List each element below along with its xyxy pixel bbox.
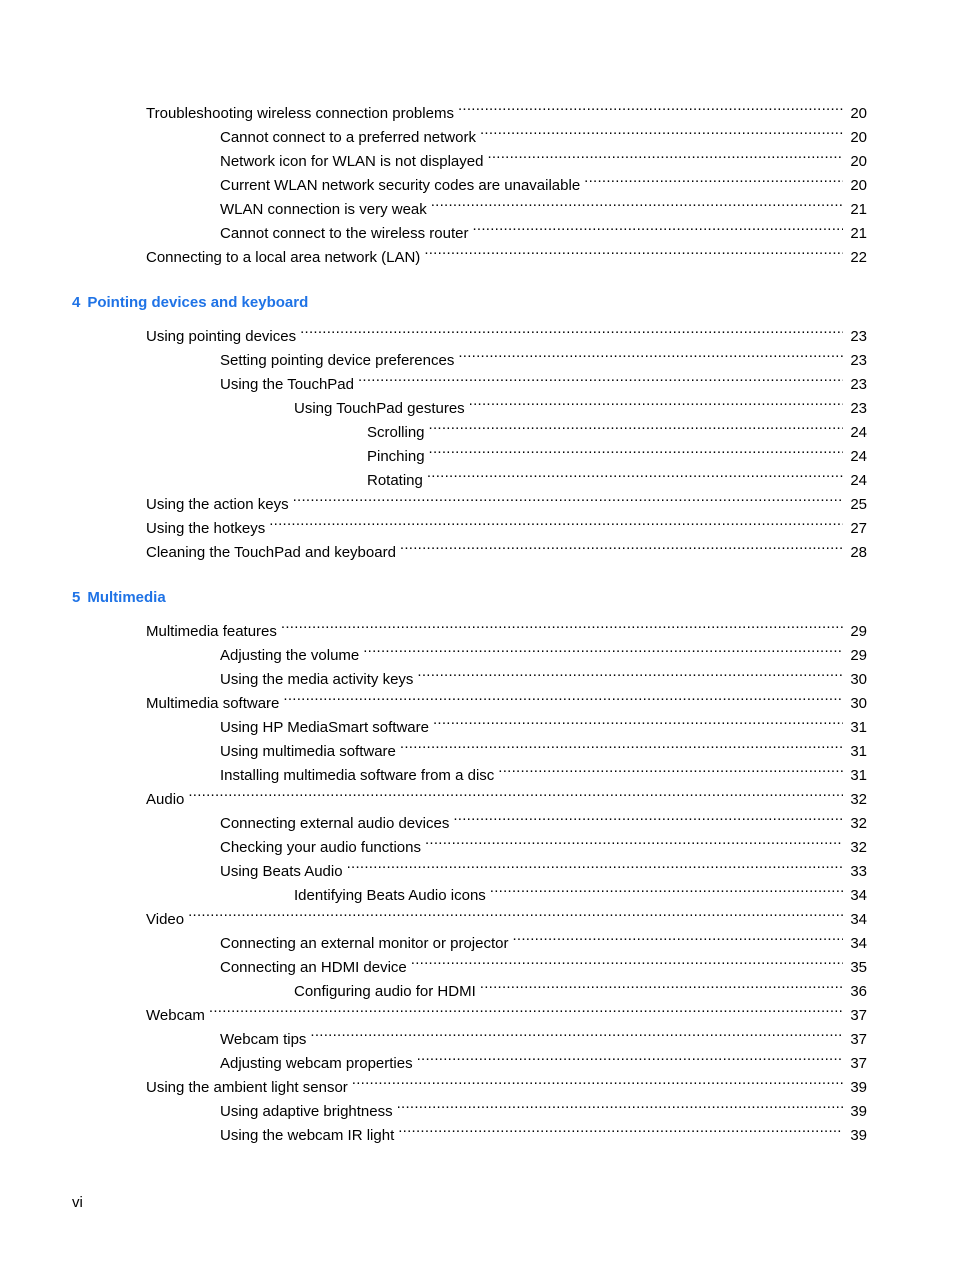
dot-leader xyxy=(283,684,843,708)
toc-entry-page-number: 25 xyxy=(843,493,867,517)
toc-entry-page-number: 32 xyxy=(843,812,867,836)
dot-leader xyxy=(397,1092,843,1116)
toc-entry[interactable] xyxy=(220,190,867,218)
toc-entry[interactable] xyxy=(220,852,867,880)
dot-leader xyxy=(209,996,843,1020)
toc-entry[interactable] xyxy=(146,780,867,808)
toc-entry-title: Checking your audio functions xyxy=(220,836,425,860)
toc-entry[interactable] xyxy=(294,876,867,904)
toc-entry-title: Configuring audio for HDMI xyxy=(294,980,480,1004)
toc-entry-page-number: 39 xyxy=(843,1100,867,1124)
toc-entry-title: Network icon for WLAN is not displayed xyxy=(220,150,487,174)
toc-entry-page-number: 31 xyxy=(843,740,867,764)
dot-leader xyxy=(188,780,843,804)
toc-entry-title: Identifying Beats Audio icons xyxy=(294,884,490,908)
toc-entry-title: Connecting external audio devices xyxy=(220,812,453,836)
toc-entry-title: Using adaptive brightness xyxy=(220,1100,397,1124)
dot-leader xyxy=(584,166,843,190)
toc-entry[interactable] xyxy=(220,365,867,393)
toc-entry[interactable] xyxy=(220,804,867,832)
dot-leader xyxy=(281,612,843,636)
dot-leader xyxy=(458,341,843,365)
toc-entry-title: Using TouchPad gestures xyxy=(294,397,469,421)
dot-leader xyxy=(417,660,843,684)
toc-entry-title: Using the ambient light sensor xyxy=(146,1076,352,1100)
toc-entry-page-number: 39 xyxy=(843,1124,867,1148)
toc-entry-title: Using the webcam IR light xyxy=(220,1124,398,1148)
toc-entry-title: Using the media activity keys xyxy=(220,668,417,692)
toc-entry[interactable] xyxy=(367,437,867,465)
dot-leader xyxy=(293,485,843,509)
toc-entry[interactable] xyxy=(220,1092,867,1120)
dot-leader xyxy=(429,413,843,437)
toc-entry-page-number: 30 xyxy=(843,692,867,716)
toc-entry-page-number: 23 xyxy=(843,349,867,373)
dot-leader xyxy=(431,190,843,214)
toc-entry[interactable] xyxy=(220,1044,867,1072)
toc-entry-page-number: 24 xyxy=(843,469,867,493)
toc-entry[interactable] xyxy=(146,1068,867,1096)
dot-leader xyxy=(269,509,843,533)
toc-entry-page-number: 20 xyxy=(843,102,867,126)
dot-leader xyxy=(424,238,843,262)
toc-entry[interactable] xyxy=(220,732,867,760)
toc-entry-title: Using the TouchPad xyxy=(220,373,358,397)
toc-entry-page-number: 31 xyxy=(843,764,867,788)
toc-entry[interactable] xyxy=(294,972,867,1000)
dot-leader xyxy=(490,876,843,900)
dot-leader xyxy=(411,948,843,972)
toc-entry[interactable] xyxy=(146,317,867,345)
toc-entry[interactable] xyxy=(146,533,867,561)
dot-leader xyxy=(358,365,843,389)
toc-entry[interactable] xyxy=(220,924,867,952)
toc-entry[interactable] xyxy=(220,118,867,146)
dot-leader xyxy=(427,461,843,485)
toc-entry-title: Using the action keys xyxy=(146,493,293,517)
toc-entry-title: Video xyxy=(146,908,188,932)
toc-entry-title: Pinching xyxy=(367,445,429,469)
toc-entry-title: Rotating xyxy=(367,469,427,493)
toc-entry-title: Using the hotkeys xyxy=(146,517,269,541)
toc-entry-title: Current WLAN network security codes are unavailable xyxy=(220,174,584,198)
dot-leader xyxy=(480,118,843,142)
toc-entry-page-number: 37 xyxy=(843,1028,867,1052)
toc-entry[interactable] xyxy=(220,1020,867,1048)
toc-entry[interactable] xyxy=(220,636,867,664)
toc-entry-title: Webcam tips xyxy=(220,1028,310,1052)
dot-leader xyxy=(453,804,843,828)
toc-entry[interactable] xyxy=(220,660,867,688)
toc-entry-page-number: 27 xyxy=(843,517,867,541)
toc-entry-page-number: 23 xyxy=(843,373,867,397)
dot-leader xyxy=(417,1044,843,1068)
toc-entry[interactable] xyxy=(220,1116,867,1144)
toc-entry-page-number: 20 xyxy=(843,174,867,198)
toc-entry-page-number: 24 xyxy=(843,421,867,445)
toc-entry[interactable] xyxy=(294,389,867,417)
toc-entry-page-number: 29 xyxy=(843,620,867,644)
dot-leader xyxy=(469,389,843,413)
chapter-4-heading[interactable] xyxy=(72,291,308,315)
chapter-5-heading[interactable] xyxy=(72,586,166,610)
toc-entry-page-number: 37 xyxy=(843,1052,867,1076)
dot-leader xyxy=(480,972,843,996)
dot-leader xyxy=(425,828,843,852)
toc-entry[interactable] xyxy=(367,413,867,441)
toc-entry-title: Multimedia software xyxy=(146,692,283,716)
toc-entry[interactable] xyxy=(220,708,867,736)
toc-entry-page-number: 23 xyxy=(843,397,867,421)
dot-leader xyxy=(363,636,843,660)
toc-entry-title: Connecting to a local area network (LAN) xyxy=(146,246,424,270)
dot-leader xyxy=(498,756,843,780)
toc-entry[interactable] xyxy=(146,509,867,537)
toc-entry-page-number: 36 xyxy=(843,980,867,1004)
toc-entry-page-number: 21 xyxy=(843,222,867,246)
toc-entry[interactable] xyxy=(146,94,867,122)
toc-continued-block xyxy=(0,94,954,266)
toc-entry[interactable] xyxy=(146,612,867,640)
toc-entry-page-number: 34 xyxy=(843,884,867,908)
chapter-number: 4 xyxy=(72,294,81,311)
dot-leader xyxy=(472,214,843,238)
toc-entry[interactable] xyxy=(220,341,867,369)
dot-leader xyxy=(400,732,843,756)
toc-entry-title: Using multimedia software xyxy=(220,740,400,764)
toc-entry-title: Multimedia features xyxy=(146,620,281,644)
toc-entry-page-number: 29 xyxy=(843,644,867,668)
dot-leader xyxy=(300,317,843,341)
dot-leader xyxy=(352,1068,843,1092)
toc-entry-title: Installing multimedia software from a disc xyxy=(220,764,498,788)
toc-entry-title: Using Beats Audio xyxy=(220,860,347,884)
dot-leader xyxy=(398,1116,843,1140)
toc-entry-page-number: 24 xyxy=(843,445,867,469)
toc-entry-title: Audio xyxy=(146,788,188,812)
toc-entry-page-number: 21 xyxy=(843,198,867,222)
toc-entry[interactable] xyxy=(146,996,867,1024)
chapter-4-entries xyxy=(0,317,954,561)
toc-entry-page-number: 39 xyxy=(843,1076,867,1100)
toc-entry[interactable] xyxy=(367,461,867,489)
toc-entry-title: Using pointing devices xyxy=(146,325,300,349)
toc-entry-title: Adjusting webcam properties xyxy=(220,1052,417,1076)
toc-entry-title: Scrolling xyxy=(367,421,429,445)
toc-entry-page-number: 37 xyxy=(843,1004,867,1028)
toc-entry[interactable] xyxy=(220,214,867,242)
toc-entry[interactable] xyxy=(146,485,867,513)
chapter-5-entries xyxy=(0,612,954,1144)
dot-leader xyxy=(188,900,843,924)
dot-leader xyxy=(347,852,843,876)
toc-entry-title: Connecting an HDMI device xyxy=(220,956,411,980)
toc-entry-title: Setting pointing device preferences xyxy=(220,349,458,373)
toc-entry-page-number: 34 xyxy=(843,932,867,956)
toc-entry-page-number: 20 xyxy=(843,150,867,174)
toc-entry-title: Cleaning the TouchPad and keyboard xyxy=(146,541,400,565)
toc-entry-title: WLAN connection is very weak xyxy=(220,198,431,222)
toc-entry-title: Adjusting the volume xyxy=(220,644,363,668)
toc-entry-title: Cannot connect to the wireless router xyxy=(220,222,472,246)
dot-leader xyxy=(513,924,844,948)
toc-entry[interactable] xyxy=(146,684,867,712)
toc-entry-title: Cannot connect to a preferred network xyxy=(220,126,480,150)
toc-entry[interactable] xyxy=(220,948,867,976)
toc-entry-page-number: 28 xyxy=(843,541,867,565)
toc-entry-title: Using HP MediaSmart software xyxy=(220,716,433,740)
toc-entry[interactable] xyxy=(146,238,867,266)
toc-entry-page-number: 32 xyxy=(843,836,867,860)
toc-entry[interactable] xyxy=(146,900,867,928)
toc-entry-page-number: 30 xyxy=(843,668,867,692)
toc-entry-title: Connecting an external monitor or projector xyxy=(220,932,513,956)
toc-entry[interactable] xyxy=(220,756,867,784)
toc-entry-page-number: 20 xyxy=(843,126,867,150)
chapter-number: 5 xyxy=(72,589,81,606)
toc-entry-page-number: 34 xyxy=(843,908,867,932)
toc-entry-page-number: 31 xyxy=(843,716,867,740)
toc-entry-page-number: 23 xyxy=(843,325,867,349)
dot-leader xyxy=(400,533,843,557)
toc-entry-title: Webcam xyxy=(146,1004,209,1028)
toc-entry-page-number: 22 xyxy=(843,246,867,270)
dot-leader xyxy=(429,437,843,461)
chapter-title: Multimedia xyxy=(87,589,166,606)
toc-entry-page-number: 35 xyxy=(843,956,867,980)
dot-leader xyxy=(433,708,843,732)
chapter-title: Pointing devices and keyboard xyxy=(87,294,309,311)
page-number: vi xyxy=(72,1194,83,1211)
dot-leader xyxy=(487,142,843,166)
toc-entry-title: Troubleshooting wireless connection problems xyxy=(146,102,458,126)
toc-entry[interactable] xyxy=(220,142,867,170)
toc-entry[interactable] xyxy=(220,828,867,856)
toc-entry[interactable] xyxy=(220,166,867,194)
dot-leader xyxy=(310,1020,843,1044)
toc-entry-page-number: 32 xyxy=(843,788,867,812)
toc-entry-page-number: 33 xyxy=(843,860,867,884)
dot-leader xyxy=(458,94,843,118)
